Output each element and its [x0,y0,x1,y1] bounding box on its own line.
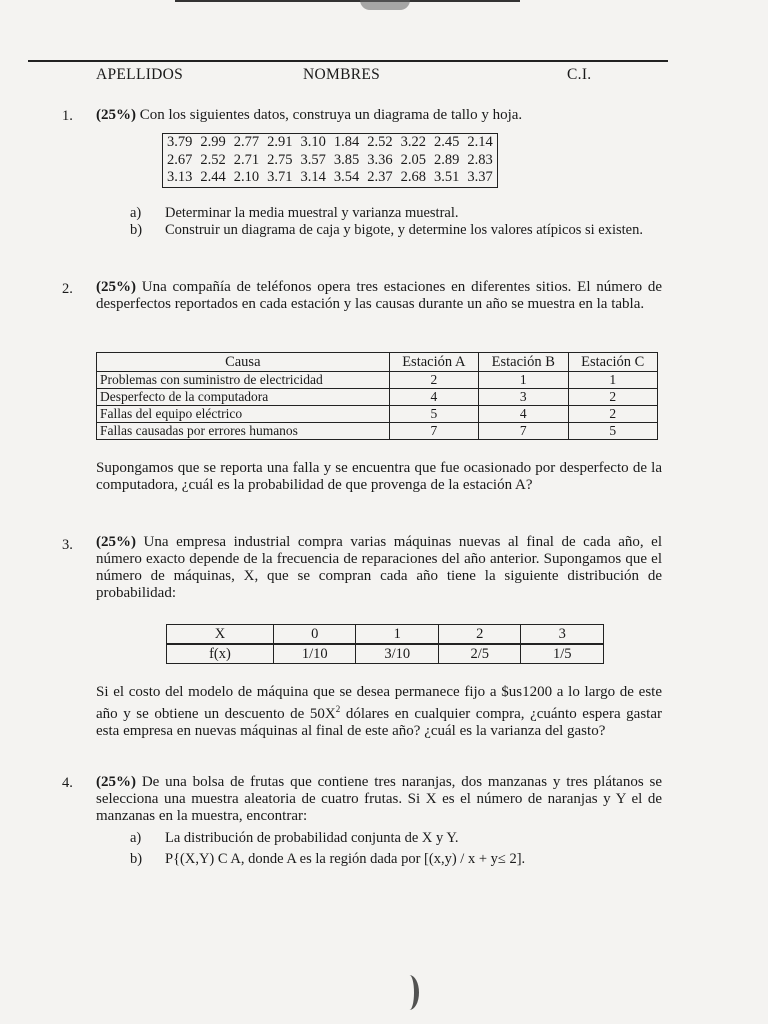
column-header: Causa [97,353,390,372]
fx-header: f(x) [167,644,274,664]
column-header: Estación A [389,353,478,372]
q2-weight: (25%) [96,279,136,295]
data-cell: 2.45 [434,134,460,150]
nombres-label: NOMBRES [303,66,381,83]
data-cell: 2.52 [200,151,226,168]
q4-statement [96,774,662,825]
pen-mark [400,975,419,1010]
q2-causes-table [96,352,658,440]
data-cell: 2.10 [233,169,260,185]
q3-question-part2: dólares en cualquier compra, ¿cuánto espera gastar esta empresa en nuevas máquinas al final de este año? ¿cuál es la varianza del gasto? [96,706,662,739]
q4-a-text: La distribución de probabilidad conjunta de X y Y. [165,830,459,846]
data-cell: 2.83 [467,151,493,168]
data-cell: 2.05 [400,151,426,168]
apellidos-label: APELLIDOS [96,66,184,83]
data-cell: 2.37 [367,169,393,185]
q1-weight: (25%) [96,107,136,123]
q1-text: Con los siguientes datos, construya un diagrama de tallo y hoja. [136,107,523,123]
x-value: 0 [273,625,356,645]
ci-label: C.I. [567,66,592,83]
q4-part-b [130,851,670,871]
data-cell: 3.36 [367,151,393,168]
q3-question [96,684,662,740]
data-cell: 2.68 [400,169,426,185]
data-cell: 3.10 [300,134,326,150]
q2-question-text: Supongamos que se reporta una falla y se encuentra que fue ocasionado por desperfecto de la computadora, ¿cuál es la probabilidad de que provenga de la estación A? [96,460,662,493]
x-value: 2 [438,625,521,645]
table-row [97,389,658,406]
column-header: Estación C [568,353,658,372]
q1-a-label: a) [130,205,142,221]
q1-b-text: Construir un diagrama de caja y bigote, y determine los valores atípicos si existen. [165,222,643,238]
x-header: X [167,625,274,645]
data-cell: 2.77 [233,134,260,150]
data-cell: 3.85 [333,151,360,168]
cause-cell: Desperfecto de la computadora [97,389,390,406]
q2-number: 2. [62,281,73,297]
q1-part-b [130,222,670,262]
q3-text: Una empresa industrial compra varias máquinas nuevas al final de cada año, el número exacto depende de la frecuencia de reparaciones del año anterior. Supongamos que el número de máquinas, X, que se compran cada año tiene la siguiente distribución de probabilidad: [96,534,662,601]
data-cell: 3.57 [300,151,326,168]
count-cell: 4 [479,406,568,423]
q4-weight: (25%) [96,774,136,790]
fx-value: 2/5 [438,644,521,664]
q3-number: 3. [62,537,73,553]
data-cell: 3.79 [167,134,193,150]
q4-b-text: P{(X,Y) C A, donde A es la región dada por [(x,y) / x + y≤ 2]. [165,851,526,867]
data-cell: 3.14 [300,169,326,185]
x-value: 3 [521,625,604,645]
cause-cell: Problemas con suministro de electricidad [97,372,390,389]
q2-statement [96,279,662,313]
data-row [163,134,498,152]
q1-a-text: Determinar la media muestral y varianza muestral. [165,205,459,221]
data-cell: 1.84 [333,134,360,150]
data-cell: 2.52 [367,134,393,150]
q3-distribution-table [166,624,604,664]
header-rule [28,60,668,62]
data-cell: 3.71 [267,169,293,185]
q4-b-label: b) [130,851,143,867]
column-header: Estación B [479,353,568,372]
data-cell: 3.37 [467,169,493,185]
count-cell: 1 [479,372,568,389]
cause-cell: Fallas del equipo eléctrico [97,406,390,423]
fx-value: 1/10 [273,644,356,664]
count-cell: 2 [389,372,478,389]
count-cell: 4 [389,389,478,406]
data-cell: 2.71 [233,151,260,168]
count-cell: 5 [568,423,658,440]
q3-weight: (25%) [96,534,136,550]
data-row [163,169,498,187]
count-cell: 2 [568,406,658,423]
count-cell: 1 [568,372,658,389]
q2-question [96,460,662,494]
count-cell: 7 [479,423,568,440]
table-row [97,406,658,423]
data-cell: 2.99 [200,134,226,150]
data-cell: 3.51 [434,169,460,185]
q3-statement [96,534,662,602]
q2-text: Una compañía de teléfonos opera tres estaciones en diferentes sitios. El número de desperfectos reportados en cada estación y las causas durante un año se muestra en la tabla. [96,279,662,312]
data-cell: 3.13 [167,169,193,185]
top-edge-line [175,0,520,2]
q1-b-label: b) [130,222,143,238]
fx-value: 3/10 [356,644,439,664]
count-cell: 3 [479,389,568,406]
q1-data-table [162,133,498,188]
x-value: 1 [356,625,439,645]
data-row [163,152,498,170]
cause-cell: Fallas causadas por errores humanos [97,423,390,440]
count-cell: 7 [389,423,478,440]
q3-question-part1: Si el costo del modelo de máquina que se desea permanece fijo a $us1200 a lo largo de este año y se obtiene un descuento de 50X [96,684,662,722]
count-cell: 2 [568,389,658,406]
data-cell: 2.75 [267,151,293,168]
table-row [97,423,658,440]
q4-text: De una bolsa de frutas que contiene tres naranjas, dos manzanas y tres plátanos se selecciona una muestra aleatoria de cuatro frutas. Si X es el número de naranjas y Y el de manzanas en la muestra, encontrar: [96,774,662,824]
data-cell: 2.89 [434,151,460,168]
q4-part-a [130,830,670,850]
count-cell: 5 [389,406,478,423]
q4-a-label: a) [130,830,142,846]
data-cell: 2.14 [467,134,493,150]
data-cell: 2.67 [167,151,193,168]
top-edge-mark [360,0,410,10]
q3-question-exponent: 2 [335,704,341,714]
q1-number: 1. [62,108,73,124]
data-cell: 3.22 [400,134,426,150]
data-cell: 3.54 [333,169,360,185]
table-row [97,372,658,389]
data-cell: 2.91 [267,134,293,150]
fx-value: 1/5 [521,644,604,664]
q1-statement [96,107,666,124]
q4-number: 4. [62,775,73,791]
data-cell: 2.44 [200,169,226,185]
